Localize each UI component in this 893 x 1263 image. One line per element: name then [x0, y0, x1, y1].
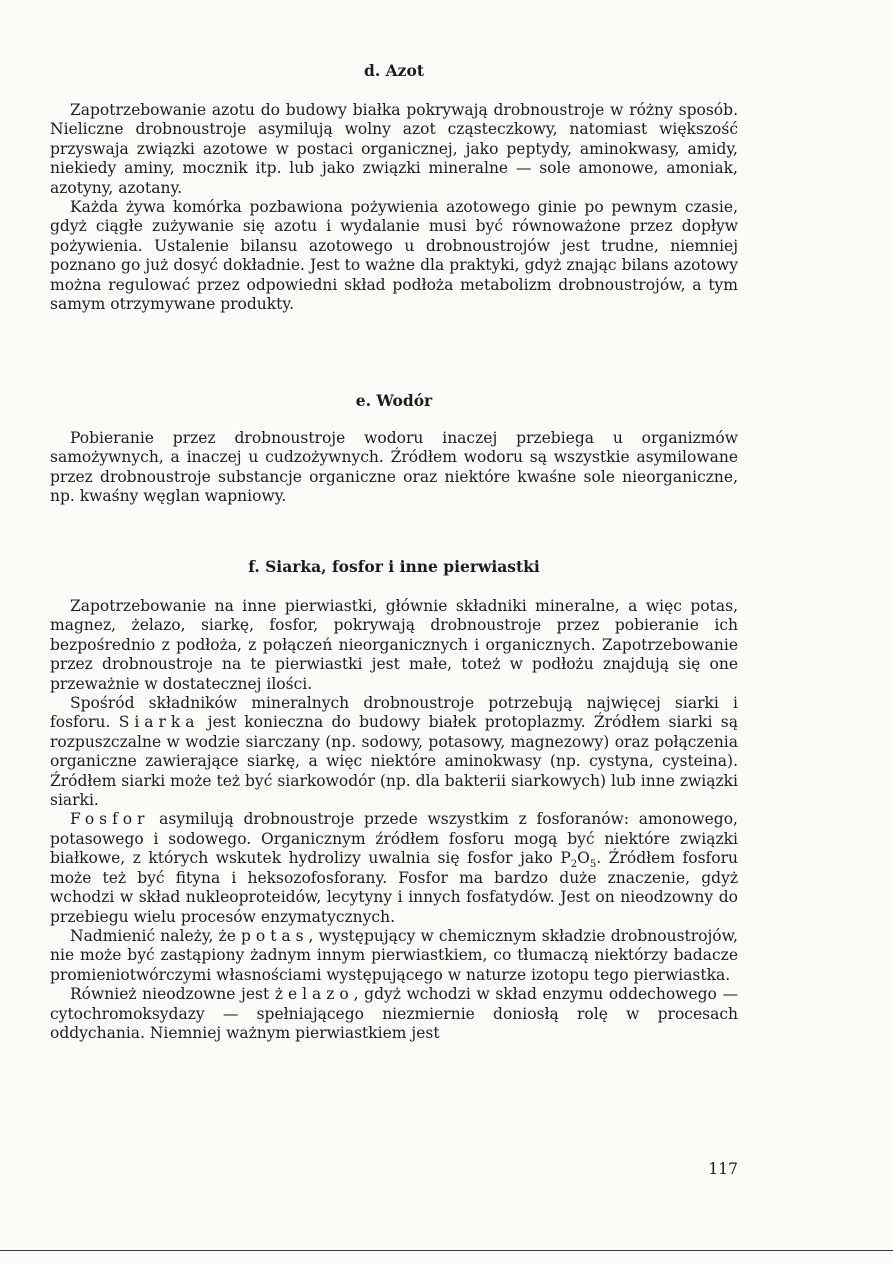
paragraph	[50, 810, 738, 926]
subscript: 5	[589, 859, 597, 871]
text-run: Nadmienić należy, że	[70, 926, 236, 945]
emphasized-term: Fosfor	[70, 810, 150, 829]
text-run: , gdyż wchodzi w skład enzymu oddechowego — cytochromoksydazy — spełniającego niezmiernie doniosłą rolę w procesach oddychania. Niemniej ważnym pierwiastkiem jest	[50, 985, 738, 1042]
text-run: asymilują drobnoustroje przede wszystkim z fosforanów: amonowego, potasowego i sodowego. Organicznym źródłem fosforu mogą być niektóre związki białkowe, z których wskutek hydrolizy uwalnia się fosfor jako P	[50, 810, 738, 868]
section-body-wodor	[50, 429, 738, 507]
paragraph	[50, 694, 738, 810]
bottom-rule	[0, 1250, 893, 1251]
emphasized-term: żelazo	[274, 985, 354, 1004]
text-run: jest konieczna do budowy białek protoplazmy. Źródłem siarki są rozpuszczalne w wodzie siarczany (np. sodowy, potasowy, magnezowy) oraz połączenia organiczne zawierające siarkę, a więc niektóre aminokwasy (np. cystyna, cysteina). Źródłem siarki może też być siarkowodór (np. dla bakterii siarkowych) lub inne związki siarki.	[50, 713, 739, 810]
text-run: O	[577, 849, 590, 868]
section-body-siarka	[50, 597, 738, 1043]
section-heading-wodor: e. Wodór	[355, 391, 433, 410]
text-run: Spośród składników mineralnych drobnoustroje potrzebują najwięcej siarki i fosforu.	[50, 694, 738, 732]
section-body-azot	[50, 101, 738, 314]
emphasized-term: Siarka	[118, 713, 200, 732]
paragraph	[50, 927, 738, 985]
emphasized-term: potas	[241, 926, 309, 945]
text-run: . Źródłem fosforu może też być fityna i heksozofosforany. Fosfor ma bardzo duże znaczenie, gdyż wchodzi w skład nukleoproteidów, lecytyny i innych fosfatydów. Jest on nieodzowny do przebiegu wielu procesów enzymatycznych.	[50, 849, 738, 926]
section-heading-siarka: f. Siarka, fosfor i inne pierwiastki	[248, 557, 540, 576]
text-run: , występujący w chemicznym składzie drobnoustrojów, nie może być zastąpiony żadnym innym pierwiastkiem, co tłumaczą niektórzy badacze promieniotwórczymi własnościami występującego w naturze izotopu tego pierwiastka.	[50, 926, 738, 984]
section-heading-azot: d. Azot	[364, 61, 424, 80]
paragraph: Zapotrzebowanie azotu do budowy białka pokrywają drobnoustroje w różny sposób. Nieliczne drobnoustroje asymilują wolny azot cząsteczkowy, natomiast większość przyswaja związki azotowe w postaci organicznej, jako peptydy, aminokwasy, amidy, niekiedy aminy, mocznik itp. lub jako związki mineralne — sole amonowe, amoniak, azotyny, azotany.	[50, 101, 738, 197]
paragraph: Pobieranie przez drobnoustroje wodoru inaczej przebiega u organizmów samożywnych, a inaczej u cudzożywnych. Źródłem wodoru są wszystkie asymilowane przez drobnoustroje substancje organiczne oraz niektóre kwaśne sole nieorganiczne, np. kwaśny węglan wapniowy.	[50, 429, 738, 506]
text-run: Również nieodzowne jest	[70, 985, 270, 1004]
paragraph	[50, 985, 738, 1043]
subscript: 2	[570, 859, 578, 871]
paragraph: Każda żywa komórka pozbawiona pożywienia azotowego ginie po pewnym czasie, gdyż ciągłe zużywanie się azotu i wydalanie musi być równoważone przez dopływ pożywienia. Ustalenie bilansu azotowego u drobnoustrojów jest trudne, niemniej poznano go już dosyć dokładnie. Jest to ważne dla praktyki, gdyż znając bilans azotowy można regulować przez odpowiedni skład podłoża metabolizm drobnoustrojów, a tym samym otrzymywane produkty.	[50, 198, 738, 314]
page-number: 117	[708, 1160, 738, 1178]
paragraph: Zapotrzebowanie na inne pierwiastki, głównie składniki mineralne, a więc potas, magnez, żelazo, siarkę, fosfor, pokrywają drobnoustroje przez pobieranie ich bezpośrednio z podłoża, z połączeń nieorganicznych i organicznych. Zapotrzebowanie przez drobnoustroje na te pierwiastki jest małe, toteż w podłożu znajdują się one przeważnie w dostatecznej ilości.	[50, 597, 738, 693]
